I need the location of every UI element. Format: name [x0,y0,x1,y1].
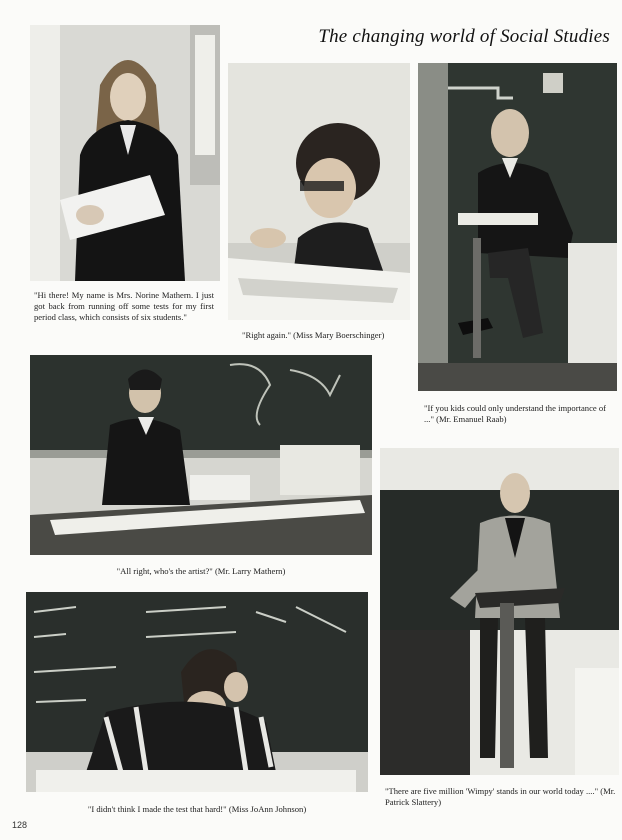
caption-larry-mathern: "All right, who's the artist?" (Mr. Larry Mathern) [116,566,286,576]
photo-norine-mathern [30,25,220,281]
caption-patrick-slattery: "There are five million 'Wimpy' stands in our world today ...." (Mr. Patrick Slattery) [385,786,616,807]
photo-norine-mathern-image [30,25,220,281]
page-title: The changing world of Social Studies [318,26,610,47]
caption-mary-boerschinger: "Right again." (Miss Mary Boerschinger) [242,330,385,340]
photo-patrick-slattery-image [380,448,619,775]
caption-emanuel-raab: "If you kids could only understand the importance of ..." (Mr. Emanuel Raab) [424,403,607,424]
photo-mary-boerschinger [228,63,410,320]
photo-emanuel-raab [418,63,617,391]
page-number: 128 [12,820,28,830]
photo-larry-mathern [30,355,372,555]
photo-patrick-slattery [380,448,619,775]
photo-emanuel-raab-image [418,63,617,391]
caption-joann-johnson: "I didn't think I made the test that hard!" (Miss JoAnn Johnson) [87,804,307,814]
photo-larry-mathern-image [30,355,372,555]
caption-norine-mathern: "Hi there! My name is Mrs. Norine Mathern. I just got back from running off some tests for my first period class, which consists of six students." [34,290,214,322]
photo-joann-johnson [26,592,368,792]
photo-joann-johnson-image [26,592,368,792]
photo-mary-boerschinger-image [228,63,410,320]
